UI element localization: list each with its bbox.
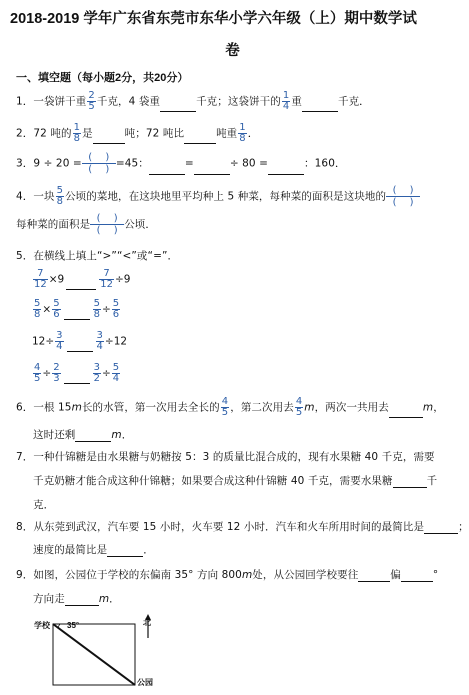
fraction-blank[interactable]: ( ) ( )	[386, 185, 420, 208]
question-9: 9．如图，公园位于学校的东偏南 35° 方向 800m处，从公园回学校要往 偏 °	[16, 569, 439, 581]
fraction: $\frac{1}{4}$	[282, 90, 290, 112]
compare-blank[interactable]	[67, 340, 93, 352]
compare-row: 12÷ $\frac{3}{4}$ $\frac{3}{4}$ ÷12	[32, 330, 128, 352]
question-4: 4．一块 $\frac{5}{8}$ 公顷的菜地，在这块地里平均种上 5 种菜，每种菜的面积是这块地的 ( ) ( )	[16, 185, 420, 208]
answer-blank[interactable]	[107, 545, 143, 557]
question-5: 5．在横线上填上“>”“<”或“=”．	[16, 250, 179, 262]
question-8-cont: 速度的最简比是 ．	[33, 544, 154, 556]
answer-blank[interactable]	[93, 132, 125, 144]
fraction-blank[interactable]: ( ) ( )	[82, 152, 116, 175]
answer-blank[interactable]	[268, 163, 304, 175]
answer-blank[interactable]	[160, 100, 196, 112]
page-title-cont: 卷	[225, 43, 240, 59]
school-label: 学校	[34, 621, 50, 630]
answer-blank[interactable]	[149, 163, 185, 175]
question-6: 6．一根 15m长的水管，第一次用去全长的 $\frac{4}{5}$ ，第二次用去 $\frac{4}{5}$ m，两次一共用去 m，	[16, 396, 444, 418]
fraction: $\frac{2}{5}$	[88, 90, 95, 112]
compare-row: $\frac{5}{8}$ × $\frac{5}{6}$ $\frac{5}{8}$ ÷ $\frac{5}{6}$	[34, 298, 120, 320]
answer-blank[interactable]	[389, 406, 423, 418]
park-label: 公园	[137, 678, 153, 687]
answer-blank[interactable]	[75, 430, 111, 442]
angle-label: 35°	[67, 621, 80, 630]
question-9-cont: 方向走 m．	[33, 593, 120, 605]
compare-blank[interactable]	[66, 278, 96, 290]
answer-blank[interactable]	[194, 163, 230, 175]
question-7: 7．一种什锦糖是由水果糖与奶糖按 5：3 的质量比混合成的，现有水果糖 40 千克，需要	[16, 451, 435, 463]
compare-row: $\frac{7}{12}$ ×9 $\frac{7}{12}$ ÷9	[34, 268, 131, 290]
question-4-cont: 每种菜的面积是 ( ) ( ) 公顷．	[16, 213, 157, 236]
question-6-cont: 这时还剩 m．	[33, 429, 133, 441]
answer-blank[interactable]	[401, 570, 433, 582]
fraction: $\frac{5}{8}$	[56, 185, 64, 207]
answer-blank[interactable]	[358, 570, 390, 582]
fraction: $\frac{1}{8}$	[239, 122, 246, 144]
question-2: 2．72 吨的 $\frac{1}{8}$ 是 吨；72 吨比 吨重 $\frac{1}{8}$ ．	[16, 122, 259, 144]
answer-blank[interactable]	[393, 476, 427, 488]
section-heading: 一、填空题（每小题2分，共20分）	[16, 72, 189, 84]
question-3: 3．9 ÷ 20 = ( ) ( ) =45： = ÷ 80 = ：160．	[16, 152, 346, 175]
question-7-end: 克．	[33, 499, 55, 511]
question-8: 8．从东莞到武汉，汽车要 15 小时，火车要 12 小时．汽车和火车所用时间的最简比是 ；	[16, 521, 469, 533]
page-title: 2018-2019 学年广东省东莞市东华小学六年级（上）期中数学试	[10, 11, 417, 27]
compare-blank[interactable]	[64, 372, 90, 384]
answer-blank[interactable]	[184, 132, 216, 144]
question-1: 1．一袋饼干重 $\frac{2}{5}$ 千克，4 袋重 千克；这袋饼干的 $\frac{1}{4}$ 重 千克．	[16, 90, 370, 112]
north-label: 北	[143, 618, 151, 627]
route-line	[53, 624, 135, 685]
answer-blank[interactable]	[302, 100, 338, 112]
fraction-blank[interactable]: ( ) ( )	[90, 213, 124, 236]
fraction: $\frac{1}{8}$	[73, 122, 81, 144]
compare-blank[interactable]	[64, 308, 90, 320]
answer-blank[interactable]	[65, 594, 99, 606]
compare-row: $\frac{4}{5}$ ÷ $\frac{2}{3}$ $\frac{3}{2}$ ÷ $\frac{5}{4}$	[34, 362, 120, 384]
question-7-cont: 千克奶糖才能合成这种什锦糖；如果要合成这种什锦糖 40 千克，需要水果糖 千	[33, 475, 438, 487]
answer-blank[interactable]	[424, 522, 458, 534]
